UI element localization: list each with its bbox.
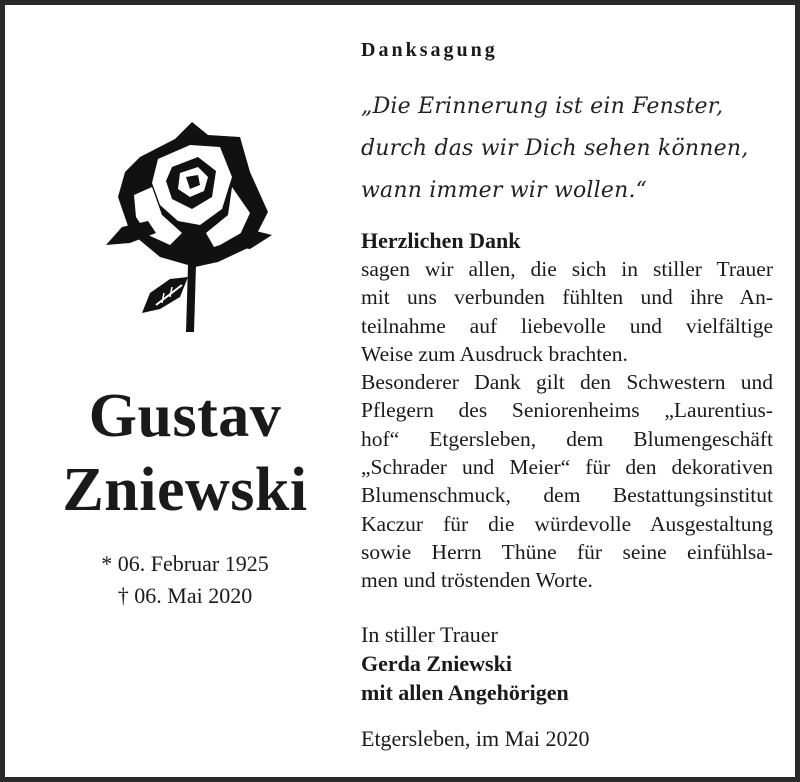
body-line: Blumenschmuck, dem Bestattungsinstitut xyxy=(361,483,773,508)
body-line: teilnahme auf liebevolle und vielfältige xyxy=(361,313,773,338)
body-line: sagen wir allen, die sich in stiller Trauer xyxy=(361,257,773,281)
signature-intro: In stiller Trauer xyxy=(361,622,498,647)
body-line: Pflegern des Seniorenheims „Laurentius- xyxy=(361,398,773,423)
body-line: mit uns verbunden fühlten und ihre An- xyxy=(361,285,773,310)
birth-date: * 06. Februar 1925 xyxy=(101,551,269,576)
quote-line: durch das wir Dich sehen können, xyxy=(361,136,749,161)
thanks-heading: Herzlichen Dank xyxy=(361,228,521,253)
thanks-body xyxy=(361,255,773,595)
quote-line: „Die Erinnerung ist ein Fenster, xyxy=(361,94,724,119)
body-line: sowie Herrn Thüne für seine einfühlsa- xyxy=(361,539,773,564)
body-line: men und tröstenden Worte. xyxy=(361,568,593,593)
body-line: „Schrader und Meier“ für den dekorativen xyxy=(361,455,773,480)
signature-family: mit allen Angehörigen xyxy=(361,680,569,705)
body-line: Besonderer Dank gilt den Schwestern und xyxy=(361,370,773,395)
body-line: Kaczur für die würdevolle Ausgestaltung xyxy=(361,511,773,536)
death-date: † 06. Mai 2020 xyxy=(117,583,253,608)
place-date: Etgersleben, im Mai 2020 xyxy=(361,726,590,751)
body-line: hof“ Etgersleben, dem Blumengeschäft xyxy=(361,426,773,451)
body-line: Weise zum Ausdruck brachten. xyxy=(361,341,628,366)
signature-name: Gerda Zniewski xyxy=(361,651,512,676)
deceased-first-name: Gustav xyxy=(88,382,282,450)
notice-heading: Danksagung xyxy=(361,39,498,61)
quote-line: wann immer wir wollen.“ xyxy=(361,178,648,203)
rose-icon xyxy=(100,117,280,337)
deceased-last-name: Zniewski xyxy=(62,456,308,524)
